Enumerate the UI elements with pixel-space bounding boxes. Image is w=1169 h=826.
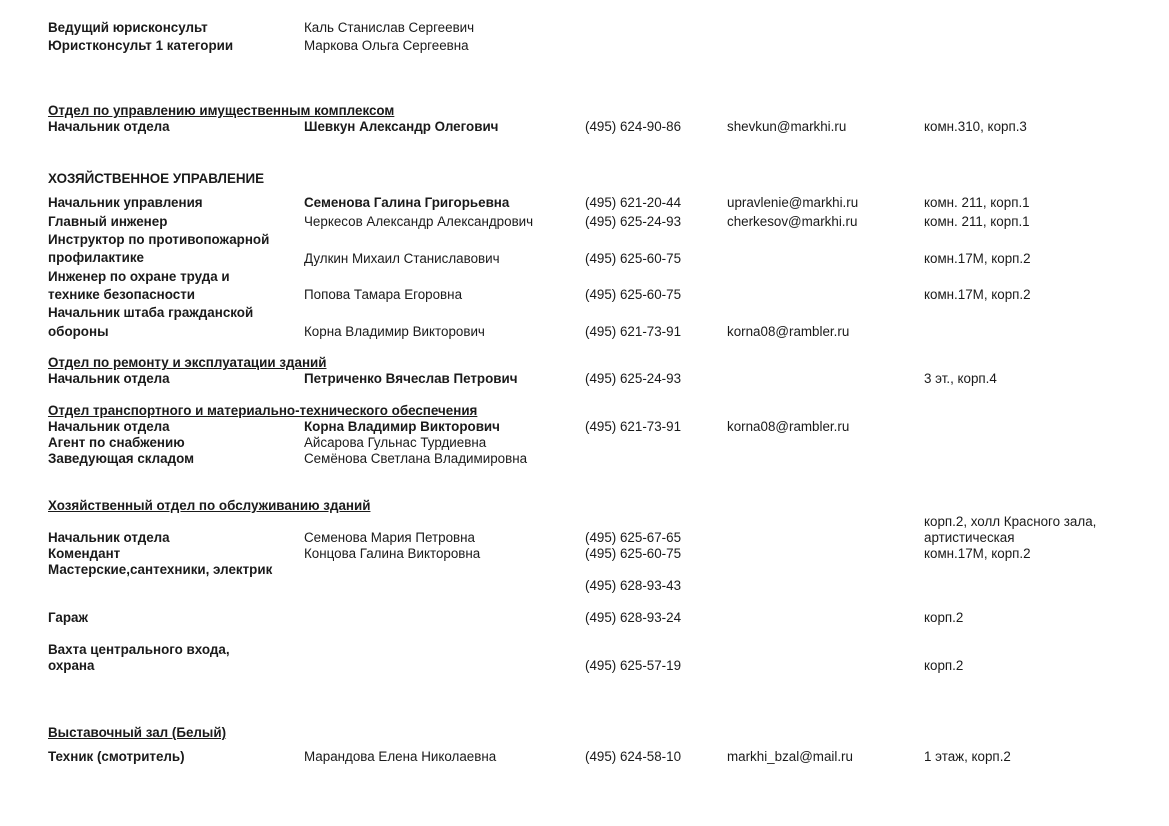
section-header-transport: Отдел транспортного и материально-технического обеспечения [48,403,478,418]
position-label: Начальник отдела [48,119,170,134]
email-address: korna08@rambler.ru [727,324,850,339]
position-lawyer: Юристконсульт 1 категории [48,38,234,53]
room-location: комн. 211, корп.1 [924,214,1030,229]
employee-name: Корна Владимир Викторович [304,419,500,434]
phone-number: (495) 621-73-91 [585,419,682,434]
position-label: Начальник отдела [48,530,170,545]
employee-name: Корна Владимир Викторович [304,324,485,339]
phone-number: (495) 624-58-10 [585,749,682,764]
phone-number: (495) 625-67-65 [585,530,682,545]
room-location-cont: артистическая [924,530,1015,545]
position-lead-lawyer: Ведущий юрисконсульт [48,20,208,35]
position-label-cont: профилактике [48,250,144,265]
email-address: korna08@rambler.ru [727,419,850,434]
position-label: Инструктор по противопожарной [48,232,270,247]
room-location: корп.2, холл Красного зала, [924,514,1097,529]
room-location: комн. 211, корп.1 [924,195,1030,210]
phone-number: (495) 621-20-44 [585,195,682,210]
phone-number: (495) 624-90-86 [585,119,682,134]
phone-number: (495) 628-93-43 [585,578,682,593]
position-label: Инженер по охране труда и [48,269,230,284]
employee-name: Семенова Мария Петровна [304,530,476,545]
room-location: 1 этаж, корп.2 [924,749,1011,764]
position-label-cont: технике безопасности [48,287,195,302]
employee-name: Айсарова Гульнас Турдиевна [304,435,487,450]
employee-name: Семёнова Светлана Владимировна [304,451,528,466]
employee-name: Попова Тамара Егоровна [304,287,463,302]
phone-number: (495) 625-60-75 [585,546,682,561]
phone-number: (495) 625-60-75 [585,287,682,302]
phone-number: (495) 625-60-75 [585,251,682,266]
room-location: комн.17М, корп.2 [924,251,1031,266]
employee-name: Марандова Елена Николаевна [304,749,497,764]
phone-number: (495) 625-24-93 [585,371,682,386]
position-label: Гараж [48,610,88,625]
room-location: комн.17М, корп.2 [924,546,1031,561]
section-header-gallery: Выставочный зал (Белый) [48,725,227,740]
employee-name: Маркова Ольга Сергеевна [304,38,469,53]
employee-name: Шевкун Александр Олегович [304,119,499,134]
position-label: Начальник штаба гражданской [48,305,254,320]
position-label: Начальник отдела [48,371,170,386]
position-label: Начальник управления [48,195,203,210]
position-label: Комендант [48,546,121,561]
employee-name: Черкесов Александр Александрович [304,214,534,229]
room-location: 3 эт., корп.4 [924,371,997,386]
phone-number: (495) 625-24-93 [585,214,682,229]
position-label: Агент по снабжению [48,435,185,450]
position-label-cont: обороны [48,324,109,339]
email-address: upravlenie@markhi.ru [727,195,859,210]
position-label: Техник (смотритель) [48,749,185,764]
email-address: markhi_bzal@mail.ru [727,749,853,764]
position-label: Начальник отдела [48,419,170,434]
position-label: Главный инженер [48,214,168,229]
position-label: Вахта центрального входа, [48,642,230,657]
section-header-repair: Отдел по ремонту и эксплуатации зданий [48,355,327,370]
position-label: Мастерские,сантехники, электрик [48,562,273,577]
room-location: комн.310, корп.3 [924,119,1027,134]
phone-number: (495) 625-57-19 [585,658,682,673]
employee-name: Семенова Галина Григорьевна [304,195,510,210]
email-address: shevkun@markhi.ru [727,119,847,134]
section-header-service: Хозяйственный отдел по обслуживанию зданий [48,498,371,513]
phone-number: (495) 621-73-91 [585,324,682,339]
room-location: корп.2 [924,658,964,673]
position-label: Заведующая складом [48,451,195,466]
email-address: cherkesov@markhi.ru [727,214,858,229]
section-header-property: Отдел по управлению имущественным комплексом [48,103,395,118]
employee-name: Дулкин Михаил Станиславович [304,251,500,266]
employee-name: Петриченко Вячеслав Петрович [304,371,518,386]
section-header-admin: ХОЗЯЙСТВЕННОЕ УПРАВЛЕНИЕ [48,171,265,186]
employee-name: Концова Галина Викторовна [304,546,481,561]
employee-name: Каль Станислав Сергеевич [304,20,475,35]
room-location: комн.17М, корп.2 [924,287,1031,302]
position-label-cont: охрана [48,658,95,673]
phone-number: (495) 628-93-24 [585,610,682,625]
room-location: корп.2 [924,610,964,625]
